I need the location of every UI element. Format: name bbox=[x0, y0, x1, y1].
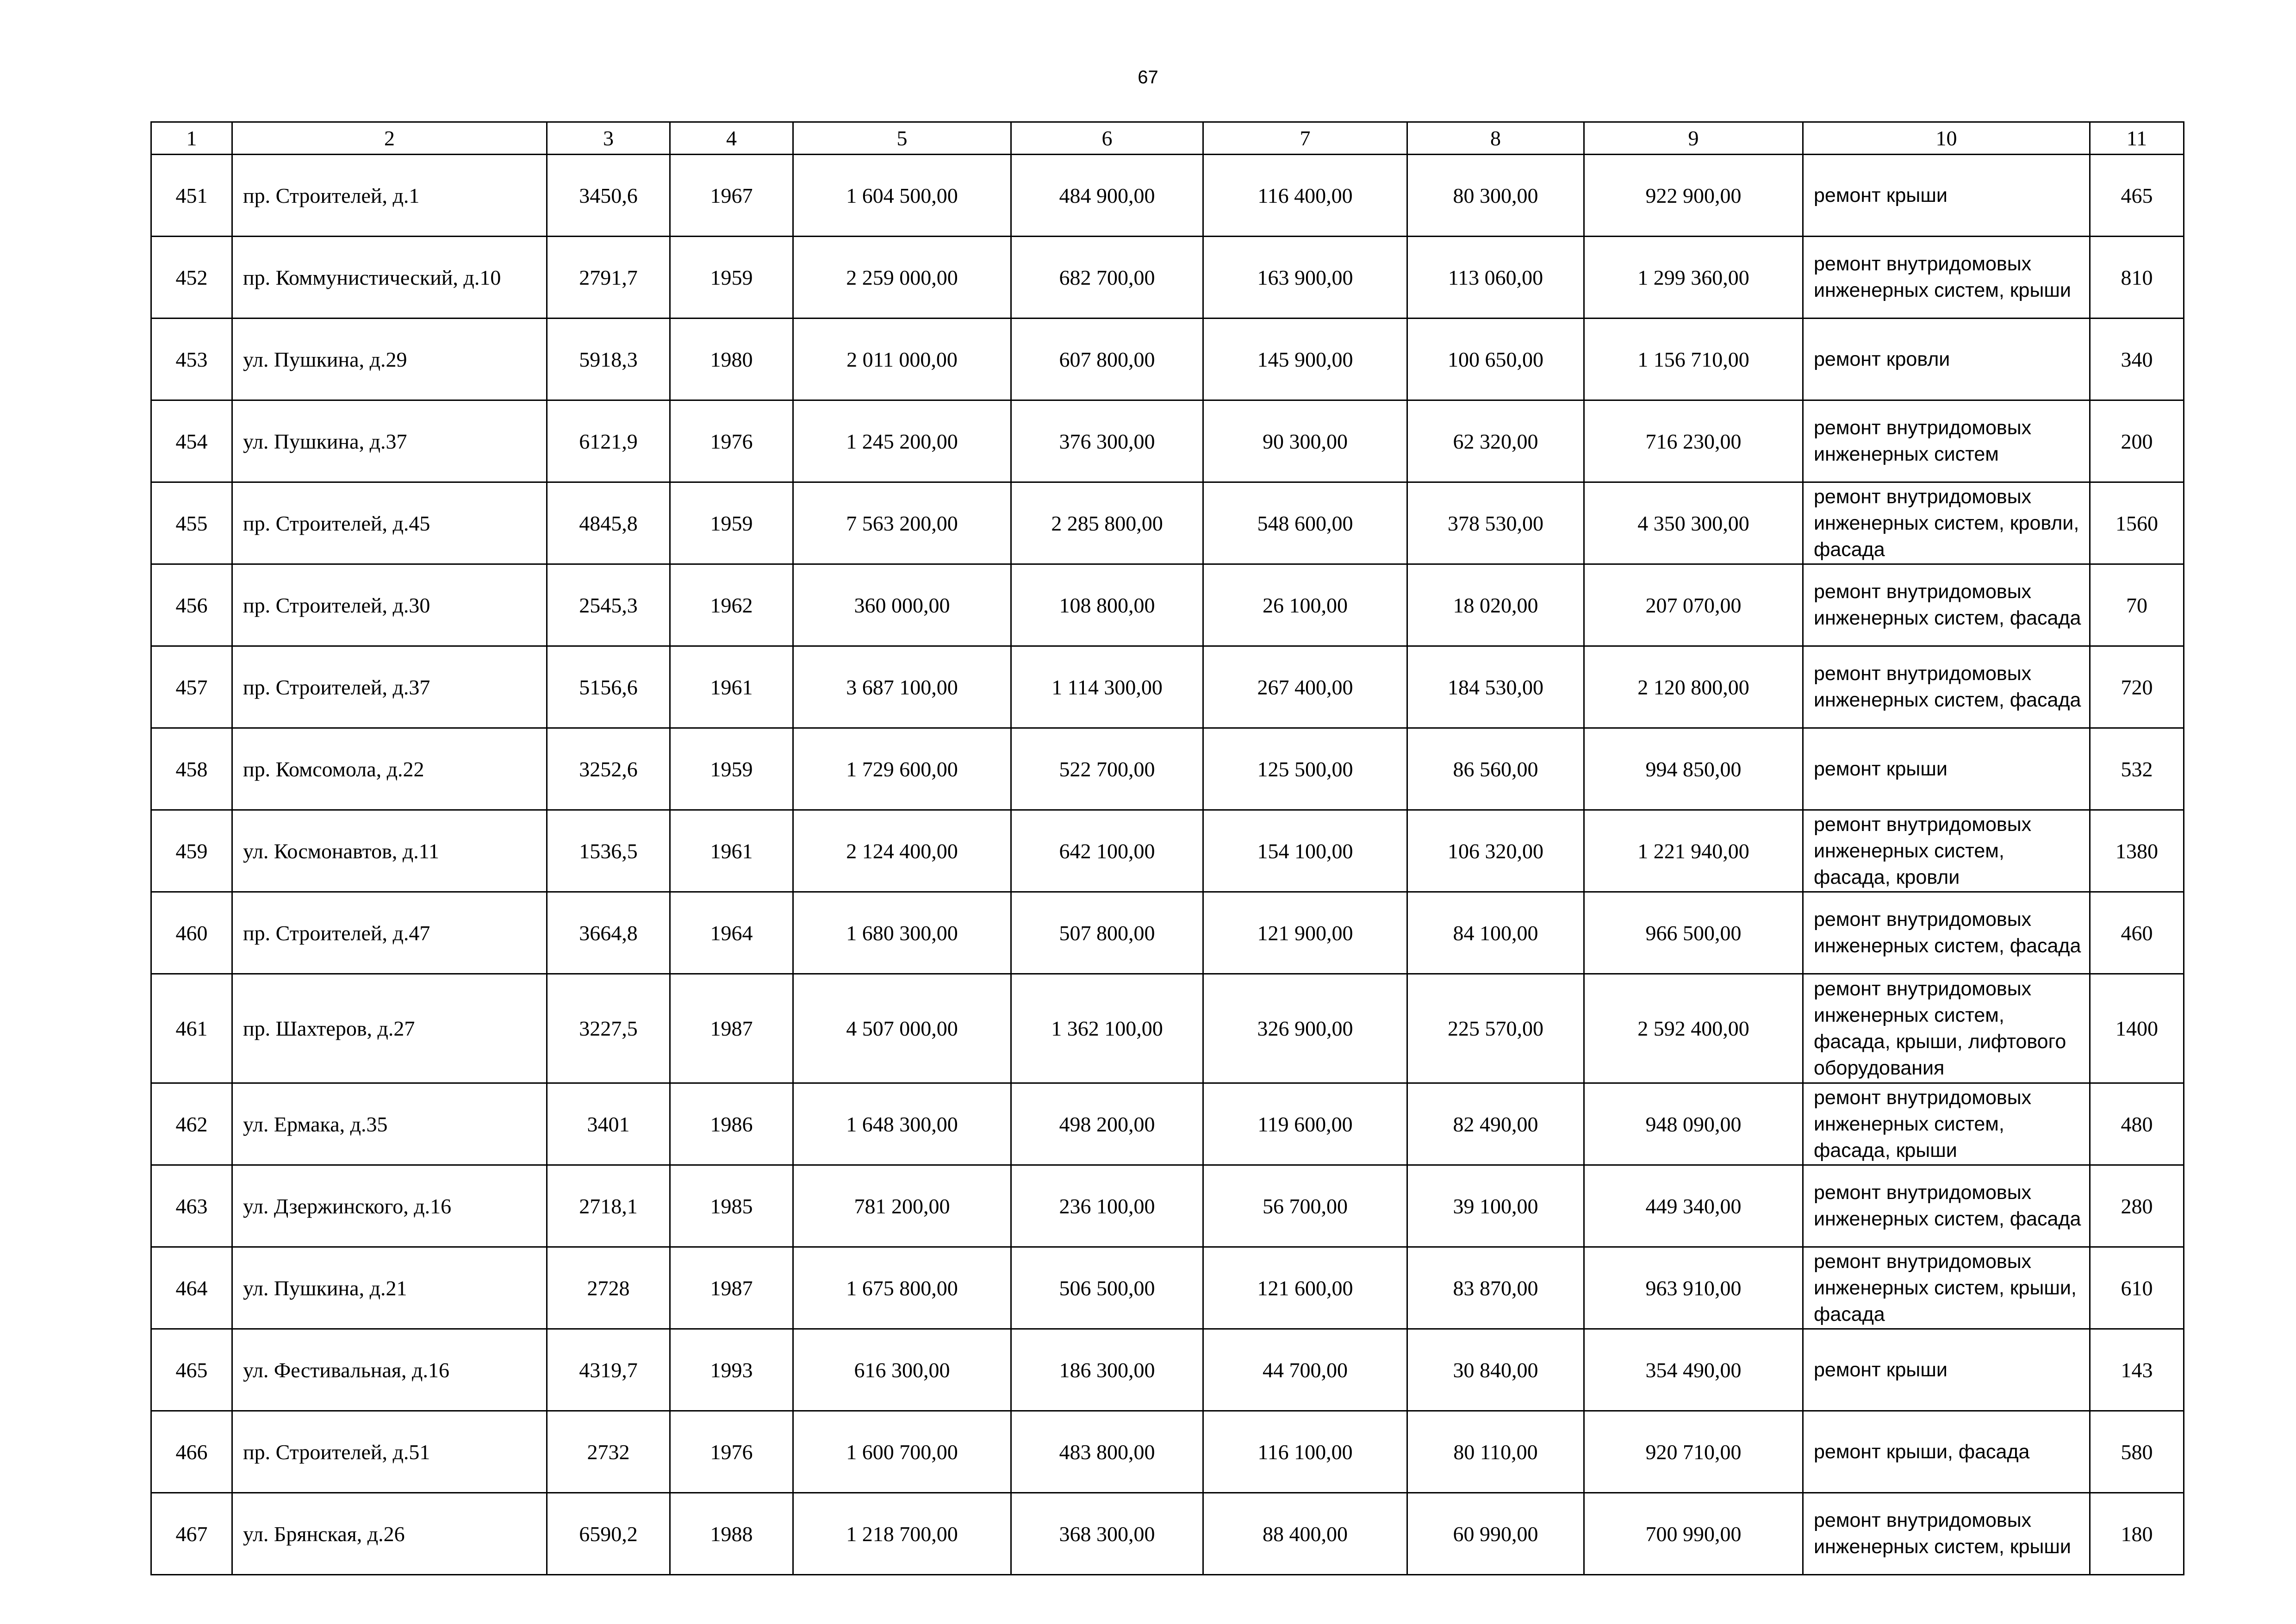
cell-total-cost: 7 563 200,00 bbox=[793, 482, 1011, 564]
cell-cost-9: 1 299 360,00 bbox=[1584, 237, 1803, 319]
cell-work-type: ремонт внутридомовых инженерных систем, фасада bbox=[1803, 1165, 2090, 1247]
cell-cost-8: 30 840,00 bbox=[1407, 1329, 1584, 1411]
cell-work-type: ремонт крыши bbox=[1803, 728, 2090, 810]
cell-cost-9: 920 710,00 bbox=[1584, 1411, 1803, 1493]
cell-total-cost: 616 300,00 bbox=[793, 1329, 1011, 1411]
cell-area: 6121,9 bbox=[547, 400, 670, 482]
column-header-2: 2 bbox=[232, 122, 547, 155]
cell-cost-9: 1 221 940,00 bbox=[1584, 810, 1803, 892]
cell-total-cost: 1 600 700,00 bbox=[793, 1411, 1011, 1493]
repair-register-table bbox=[150, 121, 2184, 1575]
cell-cost-8: 82 490,00 bbox=[1407, 1083, 1584, 1165]
cell-col-11: 280 bbox=[2090, 1165, 2184, 1247]
cell-col-11: 143 bbox=[2090, 1329, 2184, 1411]
table-row bbox=[151, 1247, 2184, 1329]
cell-work-type: ремонт внутридомовых инженерных систем, фасада, кровли bbox=[1803, 810, 2090, 892]
cell-total-cost: 1 245 200,00 bbox=[793, 400, 1011, 482]
cell-year: 1962 bbox=[670, 564, 793, 646]
cell-cost-9: 716 230,00 bbox=[1584, 400, 1803, 482]
column-header-4: 4 bbox=[670, 122, 793, 155]
cell-cost-8: 60 990,00 bbox=[1407, 1493, 1584, 1575]
cell-col-11: 460 bbox=[2090, 892, 2184, 974]
cell-work-type: ремонт внутридомовых инженерных систем, кровли, фасада bbox=[1803, 482, 2090, 564]
cell-num: 459 bbox=[151, 810, 232, 892]
cell-num: 453 bbox=[151, 319, 232, 400]
cell-col-11: 532 bbox=[2090, 728, 2184, 810]
cell-total-cost: 4 507 000,00 bbox=[793, 974, 1011, 1083]
cell-cost-9: 966 500,00 bbox=[1584, 892, 1803, 974]
cell-work-type: ремонт крыши bbox=[1803, 155, 2090, 237]
cell-work-type: ремонт внутридомовых инженерных систем, крыши, фасада bbox=[1803, 1247, 2090, 1329]
cell-work-type: ремонт внутридомовых инженерных систем, фасада bbox=[1803, 892, 2090, 974]
table-body bbox=[151, 155, 2184, 1575]
cell-cost-6: 1 362 100,00 bbox=[1011, 974, 1203, 1083]
cell-area: 3664,8 bbox=[547, 892, 670, 974]
cell-cost-9: 207 070,00 bbox=[1584, 564, 1803, 646]
cell-total-cost: 1 648 300,00 bbox=[793, 1083, 1011, 1165]
cell-year: 1987 bbox=[670, 974, 793, 1083]
cell-area: 2791,7 bbox=[547, 237, 670, 319]
cell-num: 463 bbox=[151, 1165, 232, 1247]
cell-total-cost: 1 218 700,00 bbox=[793, 1493, 1011, 1575]
cell-address: пр. Коммунистический, д.10 bbox=[232, 237, 547, 319]
cell-col-11: 1380 bbox=[2090, 810, 2184, 892]
cell-cost-7: 121 600,00 bbox=[1203, 1247, 1407, 1329]
column-header-5: 5 bbox=[793, 122, 1011, 155]
cell-num: 461 bbox=[151, 974, 232, 1083]
cell-address: ул. Брянская, д.26 bbox=[232, 1493, 547, 1575]
cell-year: 1987 bbox=[670, 1247, 793, 1329]
cell-cost-6: 484 900,00 bbox=[1011, 155, 1203, 237]
table-row bbox=[151, 1411, 2184, 1493]
cell-num: 452 bbox=[151, 237, 232, 319]
cell-cost-8: 100 650,00 bbox=[1407, 319, 1584, 400]
cell-cost-9: 4 350 300,00 bbox=[1584, 482, 1803, 564]
cell-cost-6: 522 700,00 bbox=[1011, 728, 1203, 810]
cell-address: ул. Космонавтов, д.11 bbox=[232, 810, 547, 892]
cell-cost-7: 326 900,00 bbox=[1203, 974, 1407, 1083]
column-header-11: 11 bbox=[2090, 122, 2184, 155]
cell-address: пр. Шахтеров, д.27 bbox=[232, 974, 547, 1083]
table-row bbox=[151, 1165, 2184, 1247]
table-row bbox=[151, 319, 2184, 400]
cell-address: ул. Ермака, д.35 bbox=[232, 1083, 547, 1165]
table-row bbox=[151, 564, 2184, 646]
cell-address: пр. Строителей, д.1 bbox=[232, 155, 547, 237]
cell-year: 1986 bbox=[670, 1083, 793, 1165]
cell-cost-8: 39 100,00 bbox=[1407, 1165, 1584, 1247]
cell-col-11: 1400 bbox=[2090, 974, 2184, 1083]
cell-num: 467 bbox=[151, 1493, 232, 1575]
table-row bbox=[151, 646, 2184, 728]
cell-num: 457 bbox=[151, 646, 232, 728]
cell-work-type: ремонт внутридомовых инженерных систем, фасада bbox=[1803, 646, 2090, 728]
table-row bbox=[151, 400, 2184, 482]
cell-num: 455 bbox=[151, 482, 232, 564]
table-row bbox=[151, 155, 2184, 237]
cell-total-cost: 1 675 800,00 bbox=[793, 1247, 1011, 1329]
cell-cost-7: 88 400,00 bbox=[1203, 1493, 1407, 1575]
cell-cost-6: 607 800,00 bbox=[1011, 319, 1203, 400]
cell-cost-9: 354 490,00 bbox=[1584, 1329, 1803, 1411]
cell-work-type: ремонт крыши bbox=[1803, 1329, 2090, 1411]
cell-cost-7: 125 500,00 bbox=[1203, 728, 1407, 810]
cell-cost-7: 145 900,00 bbox=[1203, 319, 1407, 400]
cell-cost-9: 1 156 710,00 bbox=[1584, 319, 1803, 400]
cell-cost-6: 376 300,00 bbox=[1011, 400, 1203, 482]
cell-address: ул. Пушкина, д.29 bbox=[232, 319, 547, 400]
cell-area: 5156,6 bbox=[547, 646, 670, 728]
cell-col-11: 810 bbox=[2090, 237, 2184, 319]
cell-address: пр. Комсомола, д.22 bbox=[232, 728, 547, 810]
cell-cost-8: 106 320,00 bbox=[1407, 810, 1584, 892]
cell-cost-9: 963 910,00 bbox=[1584, 1247, 1803, 1329]
cell-year: 1993 bbox=[670, 1329, 793, 1411]
cell-col-11: 200 bbox=[2090, 400, 2184, 482]
cell-cost-7: 90 300,00 bbox=[1203, 400, 1407, 482]
cell-year: 1959 bbox=[670, 237, 793, 319]
cell-year: 1988 bbox=[670, 1493, 793, 1575]
table-row bbox=[151, 1329, 2184, 1411]
cell-area: 2718,1 bbox=[547, 1165, 670, 1247]
cell-cost-8: 62 320,00 bbox=[1407, 400, 1584, 482]
cell-cost-6: 483 800,00 bbox=[1011, 1411, 1203, 1493]
cell-cost-6: 507 800,00 bbox=[1011, 892, 1203, 974]
cell-total-cost: 1 604 500,00 bbox=[793, 155, 1011, 237]
cell-address: ул. Фестивальная, д.16 bbox=[232, 1329, 547, 1411]
cell-cost-8: 378 530,00 bbox=[1407, 482, 1584, 564]
cell-area: 3401 bbox=[547, 1083, 670, 1165]
cell-cost-7: 116 400,00 bbox=[1203, 155, 1407, 237]
cell-work-type: ремонт внутридомовых инженерных систем, крыши bbox=[1803, 1493, 2090, 1575]
cell-work-type: ремонт кровли bbox=[1803, 319, 2090, 400]
cell-cost-7: 163 900,00 bbox=[1203, 237, 1407, 319]
cell-work-type: ремонт внутридомовых инженерных систем bbox=[1803, 400, 2090, 482]
cell-cost-6: 498 200,00 bbox=[1011, 1083, 1203, 1165]
cell-total-cost: 2 259 000,00 bbox=[793, 237, 1011, 319]
cell-num: 464 bbox=[151, 1247, 232, 1329]
cell-col-11: 340 bbox=[2090, 319, 2184, 400]
cell-year: 1959 bbox=[670, 482, 793, 564]
column-header-9: 9 bbox=[1584, 122, 1803, 155]
cell-address: ул. Дзержинского, д.16 bbox=[232, 1165, 547, 1247]
cell-col-11: 610 bbox=[2090, 1247, 2184, 1329]
cell-area: 1536,5 bbox=[547, 810, 670, 892]
cell-area: 6590,2 bbox=[547, 1493, 670, 1575]
cell-total-cost: 781 200,00 bbox=[793, 1165, 1011, 1247]
cell-col-11: 180 bbox=[2090, 1493, 2184, 1575]
cell-cost-9: 922 900,00 bbox=[1584, 155, 1803, 237]
cell-cost-8: 83 870,00 bbox=[1407, 1247, 1584, 1329]
cell-num: 465 bbox=[151, 1329, 232, 1411]
cell-cost-7: 44 700,00 bbox=[1203, 1329, 1407, 1411]
column-header-10: 10 bbox=[1803, 122, 2090, 155]
table-row bbox=[151, 810, 2184, 892]
table-row bbox=[151, 892, 2184, 974]
cell-year: 1961 bbox=[670, 810, 793, 892]
cell-cost-6: 682 700,00 bbox=[1011, 237, 1203, 319]
cell-total-cost: 2 124 400,00 bbox=[793, 810, 1011, 892]
cell-total-cost: 2 011 000,00 bbox=[793, 319, 1011, 400]
column-header-1: 1 bbox=[151, 122, 232, 155]
cell-col-11: 580 bbox=[2090, 1411, 2184, 1493]
cell-total-cost: 360 000,00 bbox=[793, 564, 1011, 646]
table-row bbox=[151, 482, 2184, 564]
cell-area: 2732 bbox=[547, 1411, 670, 1493]
cell-cost-7: 267 400,00 bbox=[1203, 646, 1407, 728]
cell-work-type: ремонт крыши, фасада bbox=[1803, 1411, 2090, 1493]
cell-area: 4319,7 bbox=[547, 1329, 670, 1411]
cell-num: 451 bbox=[151, 155, 232, 237]
cell-col-11: 465 bbox=[2090, 155, 2184, 237]
cell-cost-6: 108 800,00 bbox=[1011, 564, 1203, 646]
cell-cost-9: 2 592 400,00 bbox=[1584, 974, 1803, 1083]
cell-cost-9: 994 850,00 bbox=[1584, 728, 1803, 810]
column-header-3: 3 bbox=[547, 122, 670, 155]
table-row bbox=[151, 728, 2184, 810]
cell-cost-7: 121 900,00 bbox=[1203, 892, 1407, 974]
cell-total-cost: 1 680 300,00 bbox=[793, 892, 1011, 974]
cell-year: 1959 bbox=[670, 728, 793, 810]
column-header-6: 6 bbox=[1011, 122, 1203, 155]
cell-cost-7: 116 100,00 bbox=[1203, 1411, 1407, 1493]
cell-cost-6: 368 300,00 bbox=[1011, 1493, 1203, 1575]
cell-cost-6: 236 100,00 bbox=[1011, 1165, 1203, 1247]
cell-area: 3227,5 bbox=[547, 974, 670, 1083]
cell-year: 1967 bbox=[670, 155, 793, 237]
cell-num: 456 bbox=[151, 564, 232, 646]
cell-area: 4845,8 bbox=[547, 482, 670, 564]
cell-cost-7: 56 700,00 bbox=[1203, 1165, 1407, 1247]
cell-cost-6: 642 100,00 bbox=[1011, 810, 1203, 892]
column-header-8: 8 bbox=[1407, 122, 1584, 155]
page-number: 67 bbox=[1138, 67, 1158, 87]
cell-year: 1976 bbox=[670, 400, 793, 482]
cell-year: 1985 bbox=[670, 1165, 793, 1247]
cell-cost-8: 80 300,00 bbox=[1407, 155, 1584, 237]
cell-cost-6: 506 500,00 bbox=[1011, 1247, 1203, 1329]
cell-num: 460 bbox=[151, 892, 232, 974]
cell-address: ул. Пушкина, д.37 bbox=[232, 400, 547, 482]
cell-year: 1980 bbox=[670, 319, 793, 400]
cell-year: 1964 bbox=[670, 892, 793, 974]
cell-total-cost: 3 687 100,00 bbox=[793, 646, 1011, 728]
cell-area: 2545,3 bbox=[547, 564, 670, 646]
cell-cost-7: 26 100,00 bbox=[1203, 564, 1407, 646]
table-row bbox=[151, 237, 2184, 319]
cell-area: 2728 bbox=[547, 1247, 670, 1329]
cell-cost-9: 449 340,00 bbox=[1584, 1165, 1803, 1247]
cell-year: 1976 bbox=[670, 1411, 793, 1493]
table-row bbox=[151, 1493, 2184, 1575]
cell-cost-8: 86 560,00 bbox=[1407, 728, 1584, 810]
cell-cost-8: 184 530,00 bbox=[1407, 646, 1584, 728]
table-row bbox=[151, 974, 2184, 1083]
cell-col-11: 70 bbox=[2090, 564, 2184, 646]
cell-cost-7: 548 600,00 bbox=[1203, 482, 1407, 564]
cell-work-type: ремонт внутридомовых инженерных систем, фасада, крыши, лифтового оборудования bbox=[1803, 974, 2090, 1083]
cell-area: 3252,6 bbox=[547, 728, 670, 810]
cell-address: пр. Строителей, д.37 bbox=[232, 646, 547, 728]
cell-cost-8: 225 570,00 bbox=[1407, 974, 1584, 1083]
header-row bbox=[151, 122, 2184, 155]
cell-cost-9: 700 990,00 bbox=[1584, 1493, 1803, 1575]
cell-address: пр. Строителей, д.30 bbox=[232, 564, 547, 646]
cell-address: пр. Строителей, д.51 bbox=[232, 1411, 547, 1493]
cell-area: 3450,6 bbox=[547, 155, 670, 237]
cell-num: 458 bbox=[151, 728, 232, 810]
table-header bbox=[151, 122, 2184, 155]
cell-cost-9: 948 090,00 bbox=[1584, 1083, 1803, 1165]
cell-address: ул. Пушкина, д.21 bbox=[232, 1247, 547, 1329]
cell-year: 1961 bbox=[670, 646, 793, 728]
cell-work-type: ремонт внутридомовых инженерных систем, фасада bbox=[1803, 564, 2090, 646]
cell-cost-7: 154 100,00 bbox=[1203, 810, 1407, 892]
cell-col-11: 480 bbox=[2090, 1083, 2184, 1165]
cell-cost-8: 18 020,00 bbox=[1407, 564, 1584, 646]
cell-cost-6: 186 300,00 bbox=[1011, 1329, 1203, 1411]
cell-num: 454 bbox=[151, 400, 232, 482]
cell-num: 462 bbox=[151, 1083, 232, 1165]
cell-cost-8: 84 100,00 bbox=[1407, 892, 1584, 974]
cell-address: пр. Строителей, д.45 bbox=[232, 482, 547, 564]
cell-area: 5918,3 bbox=[547, 319, 670, 400]
cell-cost-7: 119 600,00 bbox=[1203, 1083, 1407, 1165]
cell-col-11: 720 bbox=[2090, 646, 2184, 728]
cell-num: 466 bbox=[151, 1411, 232, 1493]
cell-cost-8: 80 110,00 bbox=[1407, 1411, 1584, 1493]
table-row bbox=[151, 1083, 2184, 1165]
cell-total-cost: 1 729 600,00 bbox=[793, 728, 1011, 810]
cell-work-type: ремонт внутридомовых инженерных систем, фасада, крыши bbox=[1803, 1083, 2090, 1165]
column-header-7: 7 bbox=[1203, 122, 1407, 155]
cell-cost-8: 113 060,00 bbox=[1407, 237, 1584, 319]
cell-cost-9: 2 120 800,00 bbox=[1584, 646, 1803, 728]
cell-work-type: ремонт внутридомовых инженерных систем, крыши bbox=[1803, 237, 2090, 319]
cell-address: пр. Строителей, д.47 bbox=[232, 892, 547, 974]
cell-col-11: 1560 bbox=[2090, 482, 2184, 564]
cell-cost-6: 1 114 300,00 bbox=[1011, 646, 1203, 728]
cell-cost-6: 2 285 800,00 bbox=[1011, 482, 1203, 564]
